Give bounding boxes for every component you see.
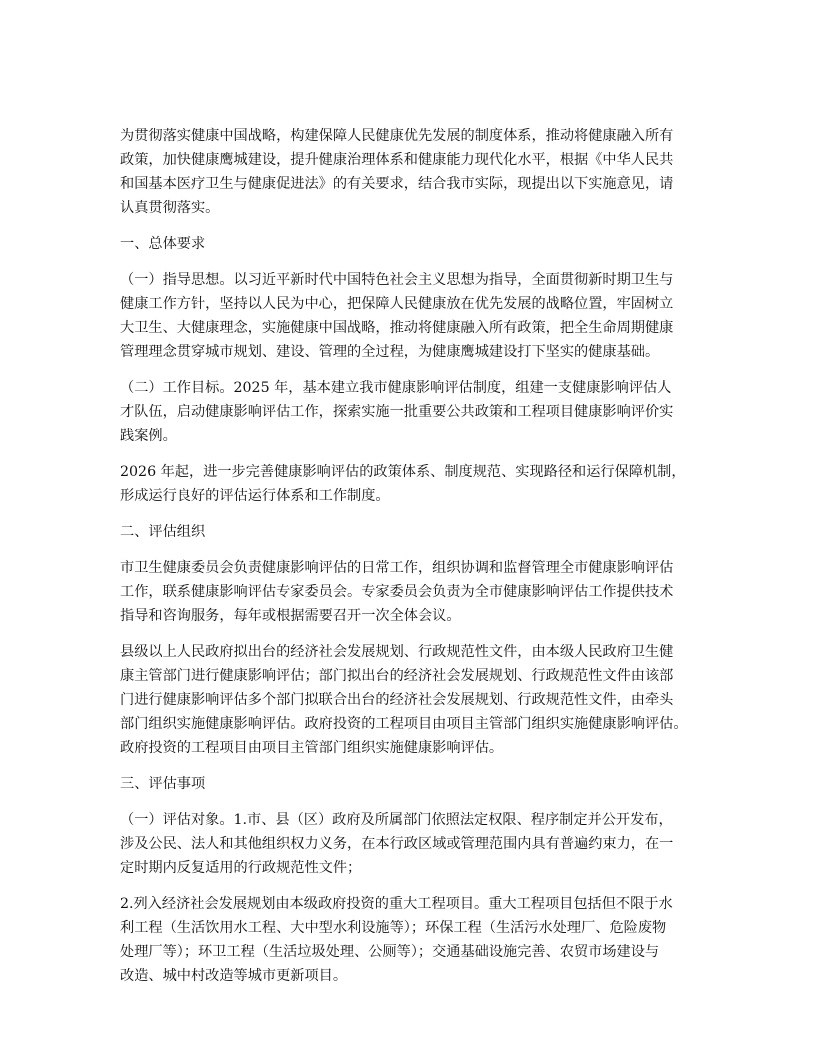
- document-body: [120, 124, 696, 1000]
- section-heading-assessment-items: 三、评估事项: [120, 776, 206, 792]
- paragraph-major-projects: 2.列入经济社会发展规划由本级政府投资的重大工程项目。重大工程项目包括但不限于水 利工程（生活饮用水工程、大中型水利设施等）；环保工程（生活污水处理厂、危险废物 处理厂等）；环卫工程（生活垃圾处理、公厕等）；交通基础设施完善、农贸市场建设与 改造、城中村改造等城市更新项目。: [120, 896, 673, 984]
- paragraph-assessment-objects: （一）评估对象。1.市、县（区）政府及所属部门依照法定权限、程序制定并公开发布， 涉及公民、法人和其他组织权力义务，在本行政区域或管理范围内具有普遍约束力，在一 定时期内反复适用的行政规范性文件；: [120, 812, 674, 876]
- paragraph-county-level-assessment: 县级以上人民政府拟出台的经济社会发展规划、行政规范性文件，由本级人民政府卫生健 康主管部门进行健康影响评估；部门拟出台的经济社会发展规划、行政规范性文件由该部 门进行健康影响评估多个部门拟联合出台的经济社会发展规划、行政规范性文件，由牵头 部门组织实施健康影响评估。政府投资的工程项目由项目主管部门组织实施健康影响评估。 政府投资的工程项目由项目主管部门组织实施健康影响评估。: [120, 644, 688, 756]
- paragraph-2026-goals: 2026 年起，进一步完善健康影响评估的政策体系、制度规范、实现路径和运行保障机制， 形成运行良好的评估运行体系和工作制度。: [120, 464, 686, 504]
- paragraph-guiding-ideology: （一）指导思想。以习近平新时代中国特色社会主义思想为指导，全面贯彻新时期卫生与 健康工作方针，坚持以人民为中心，把保障人民健康放在优先发展的战略位置，牢固树立 大卫生、大健康理念，实施健康中国战略，推动将健康融入所有政策，把全生命周期健康 管理理念贯穿城市规划、建设、管理的全过程，为健康鹰城建设打下坚实的健康基础。: [120, 272, 674, 360]
- paragraph-health-commission-duties: 市卫生健康委员会负责健康影响评估的日常工作，组织协调和监督管理全市健康影响评估 工作，联系健康影响评估专家委员会。专家委员会负责为全市健康影响评估工作提供技术 指导和咨询服务，每年或根据需要召开一次全体会议。: [120, 560, 674, 624]
- intro-paragraph: 为贯彻落实健康中国战略，构建保障人民健康优先发展的制度体系，推动将健康融入所有 政策，加快健康鹰城建设，提升健康治理体系和健康能力现代化水平，根据《中华人民共 和国基本医疗卫生与健康促进法》的有关要求，结合我市实际，现提出以下实施意见，请 认真贯彻落实。: [120, 128, 674, 216]
- section-heading-general-requirements: 一、总体要求: [120, 236, 206, 252]
- paragraph-work-goals: （二）工作目标。2025 年，基本建立我市健康影响评估制度，组建一支健康影响评估人 才队伍，启动健康影响评估工作，探索实施一批重要公共政策和工程项目健康影响评价实 践案例。: [120, 380, 674, 444]
- section-heading-assessment-organization: 二、评估组织: [120, 524, 206, 540]
